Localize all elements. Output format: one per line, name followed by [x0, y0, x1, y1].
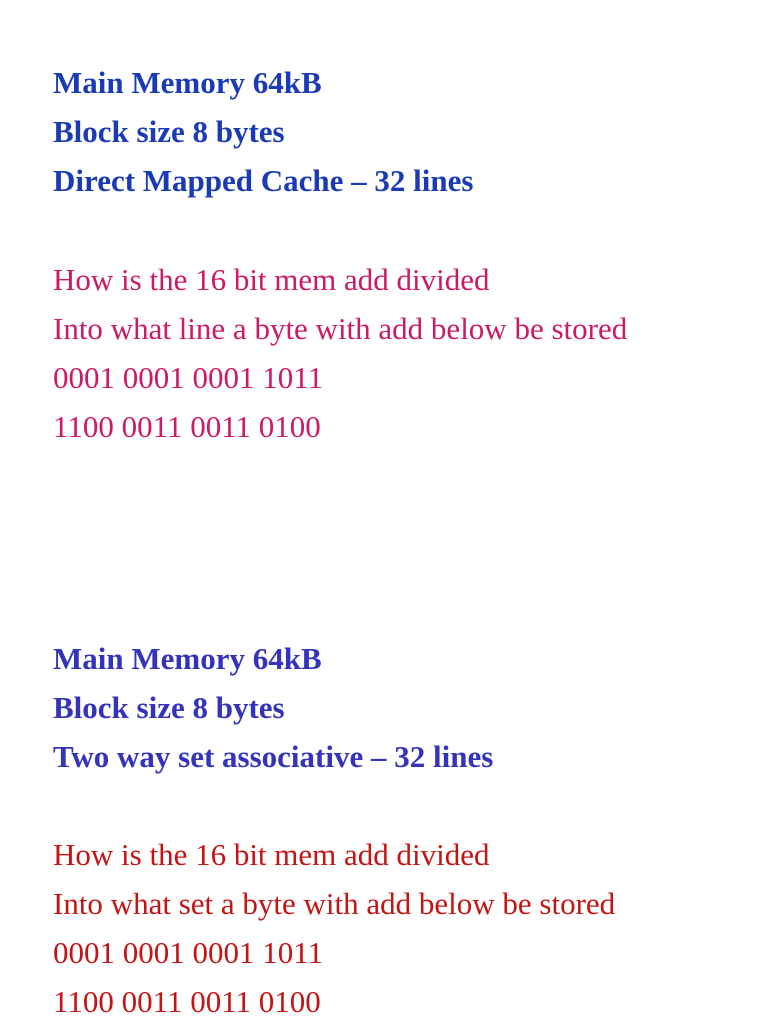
- question-line-placement: Into what line a byte with add below be stored: [53, 311, 628, 346]
- cache-type: Direct Mapped Cache – 32 lines: [53, 163, 474, 198]
- set-associative-specs: [53, 634, 493, 781]
- address-2: 1100 0011 0011 0100: [53, 409, 321, 444]
- direct-mapped-specs: [53, 58, 473, 205]
- question-address-division: How is the 16 bit mem add divided: [53, 262, 490, 297]
- main-memory-size: Main Memory 64kB: [53, 641, 322, 676]
- direct-mapped-questions: [53, 255, 627, 451]
- address-1: 0001 0001 0001 1011: [53, 360, 324, 395]
- cache-type: Two way set associative – 32 lines: [53, 739, 494, 774]
- set-associative-questions: [53, 830, 615, 1026]
- block-size: Block size 8 bytes: [53, 114, 285, 149]
- address-2: 1100 0011 0011 0100: [53, 984, 321, 1019]
- question-address-division: How is the 16 bit mem add divided: [53, 837, 490, 872]
- main-memory-size: Main Memory 64kB: [53, 65, 322, 100]
- block-size: Block size 8 bytes: [53, 690, 285, 725]
- question-set-placement: Into what set a byte with add below be stored: [53, 886, 616, 921]
- address-1: 0001 0001 0001 1011: [53, 935, 324, 970]
